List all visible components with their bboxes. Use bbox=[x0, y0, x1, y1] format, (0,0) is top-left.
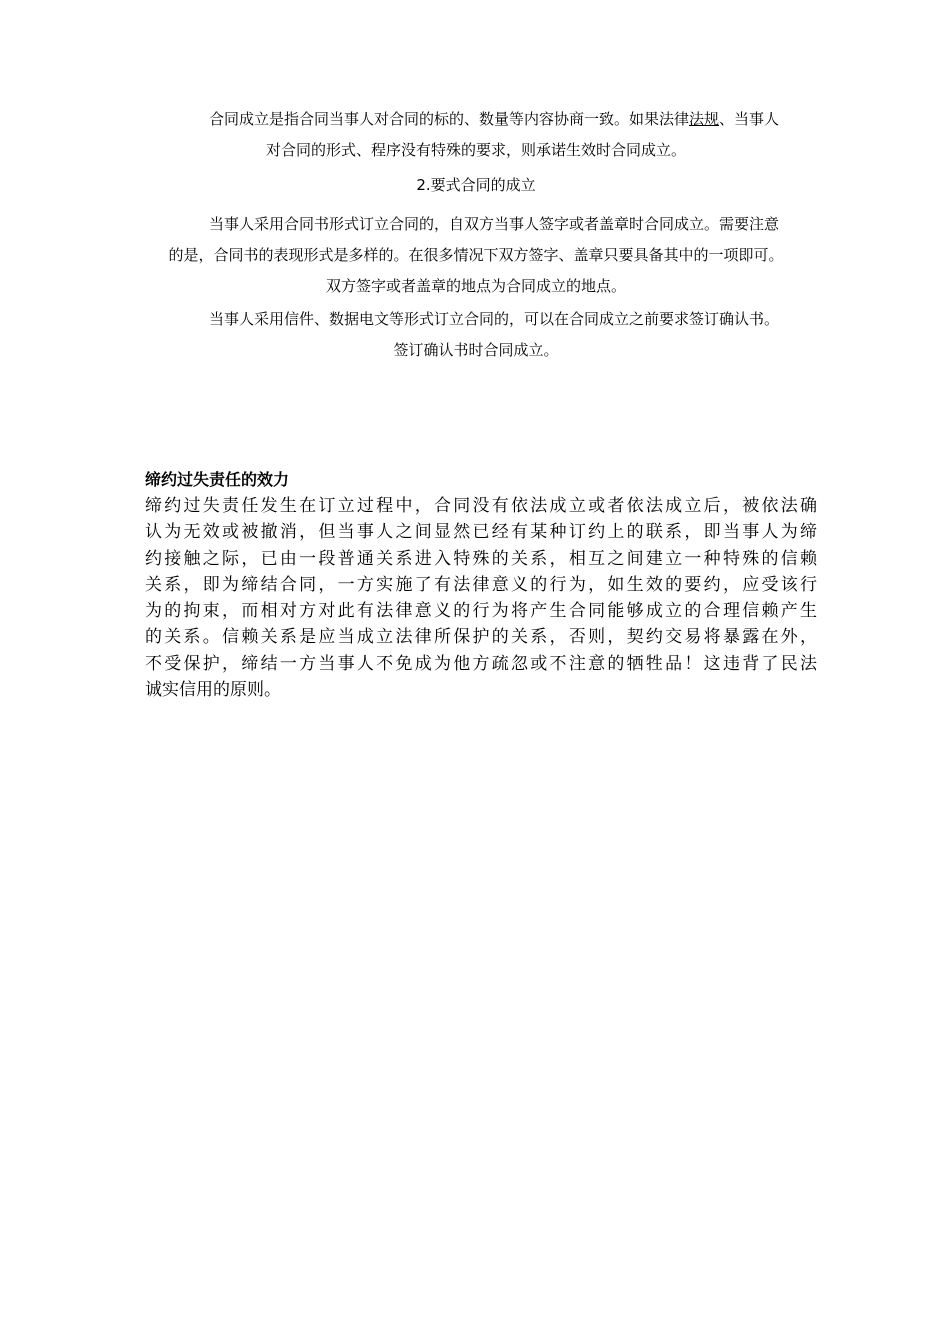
paragraph-line bbox=[140, 209, 812, 240]
section-body bbox=[145, 493, 817, 703]
paragraph-contract-formation bbox=[140, 104, 812, 166]
text-run: 合同成立是指合同当事人对合同的标的、数量等内容协商一致。如果法律 bbox=[208, 110, 689, 128]
link-regulations[interactable]: 法规 bbox=[688, 110, 719, 128]
text-run: 当事人采用合同书形式订立合同的，自双方当事人签字或者盖章时合同成立。需要注意 bbox=[208, 215, 779, 233]
subheading-text: 2.要式合同的成立 bbox=[416, 176, 536, 194]
paragraph-written-contract bbox=[140, 209, 812, 302]
body-line: 不受保护，缔结一方当事人不免成为他方疏忽或不注意的牺牲品！这违背了民法 bbox=[145, 653, 817, 674]
subheading-formal-contract bbox=[140, 170, 812, 201]
text-run: 当事人采用信件、数据电文等形式订立合同的，可以在合同成立之前要求签订确认书。 bbox=[208, 310, 779, 328]
paragraph-line: 双方签字或者盖章的地点为合同成立的地点。 bbox=[325, 277, 626, 295]
text-run: 、当事人 bbox=[719, 110, 780, 128]
body-line: 约接触之际，已由一段普通关系进入特殊的关系，相互之间建立一种特殊的信赖 bbox=[145, 548, 817, 569]
paragraph-line: 对合同的形式、程序没有特殊的要求，则承诺生效时合同成立。 bbox=[265, 141, 686, 159]
paragraph-confirmation-letter bbox=[140, 304, 812, 366]
body-line: 关系，即为缔结合同，一方实施了有法律意义的行为，如生效的要约，应受该行 bbox=[145, 574, 817, 595]
body-line: 诚实信用的原则。 bbox=[145, 680, 281, 701]
section-title: 缔约过失责任的效力 bbox=[145, 470, 290, 489]
paragraph-line bbox=[140, 304, 812, 335]
body-line: 的关系。信赖关系是应当成立法律所保护的关系，否则，契约交易将暴露在外， bbox=[145, 627, 817, 648]
paragraph-line: 签订确认书时合同成立。 bbox=[393, 341, 559, 359]
section-culpa-in-contrahendo bbox=[145, 468, 817, 703]
paragraph-line bbox=[140, 104, 812, 135]
body-line: 认为无效或被撤消，但当事人之间显然已经有某种订约上的联系，即当事人为缔 bbox=[145, 522, 817, 543]
body-line: 缔约过失责任发生在订立过程中，合同没有依法成立或者依法成立后，被依法确 bbox=[145, 496, 817, 516]
body-line: 为的拘束，而相对方对此有法律意义的行为将产生合同能够成立的合理信赖产生 bbox=[145, 601, 817, 622]
paragraph-line: 的是，合同书的表现形式是多样的。在很多情况下双方签字、盖章只要具备其中的一项即可。 bbox=[168, 246, 784, 264]
